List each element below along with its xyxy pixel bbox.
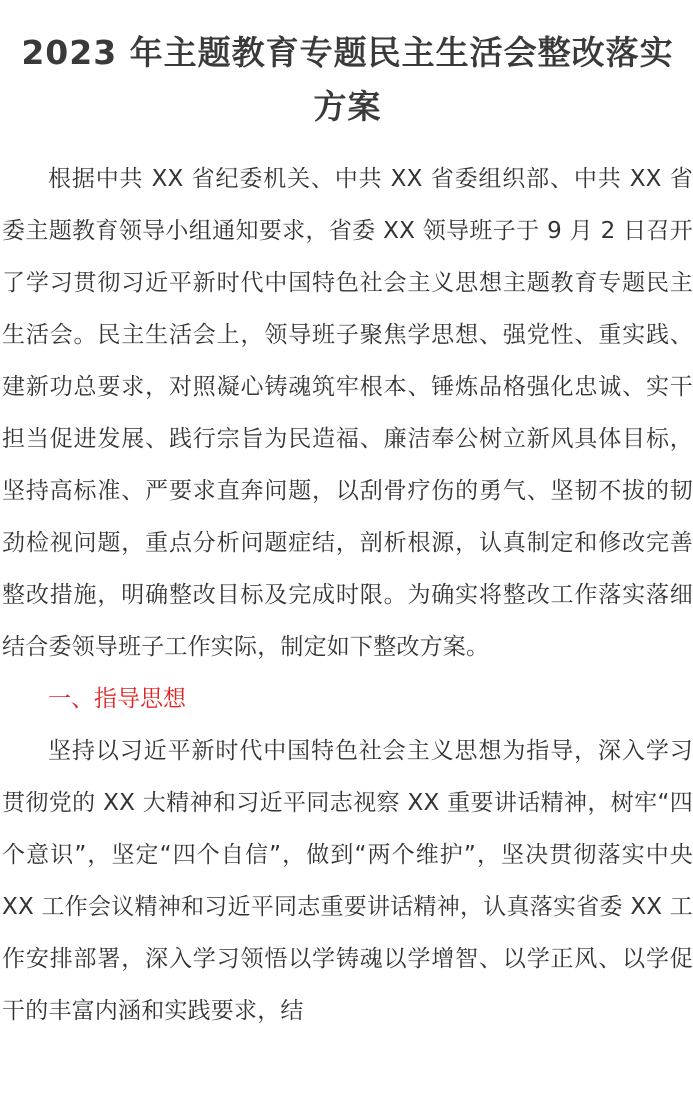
paragraph-guiding-ideology: 坚持以习近平新时代中国特色社会主义思想为指导，深入学习贯彻党的 XX 大精神和习近平同志视察 XX 重要讲话精神，树牢“四个意识”，坚定“四个自信”，做到“两个维护”，坚决贯彻落实中央 XX 工作会议精神和习近平同志重要讲话精神，认真落实省委 XX 工作安排部署，深入学习领悟以学铸魂以学增智、以学正风、以学促干的丰富内涵和实践要求，结 — [2, 738, 693, 1024]
section-heading-guiding-ideology: 一、指导思想 — [48, 686, 186, 712]
document-body — [2, 153, 693, 1037]
document-title: 2023 年主题教育专题民主生活会整改落实方案 — [21, 33, 674, 126]
paragraph-intro: 根据中共 XX 省纪委机关、中共 XX 省委组织部、中共 XX 省委主题教育领导小组通知要求，省委 XX 领导班子于 9 月 2 日召开了学习贯彻习近平新时代中国特色社会主义思想主题教育专题民主生活会。民主生活会上，领导班子聚焦学思想、强党性、重实践、建新功总要求，对照凝心铸魂筑牢根本、锤炼品格强化忠诚、实干担当促进发展、践行宗旨为民造福、廉洁奉公树立新风具体目标，坚持高标准、严要求直奔问题，以刮骨疗伤的勇气、坚韧不拔的韧劲检视问题，重点分析问题症结，剖析根源，认真制定和修改完善整改措施，明确整改目标及完成时限。为确实将整改工作落实落细结合委领导班子工作实际，制定如下整改方案。 — [2, 166, 693, 660]
